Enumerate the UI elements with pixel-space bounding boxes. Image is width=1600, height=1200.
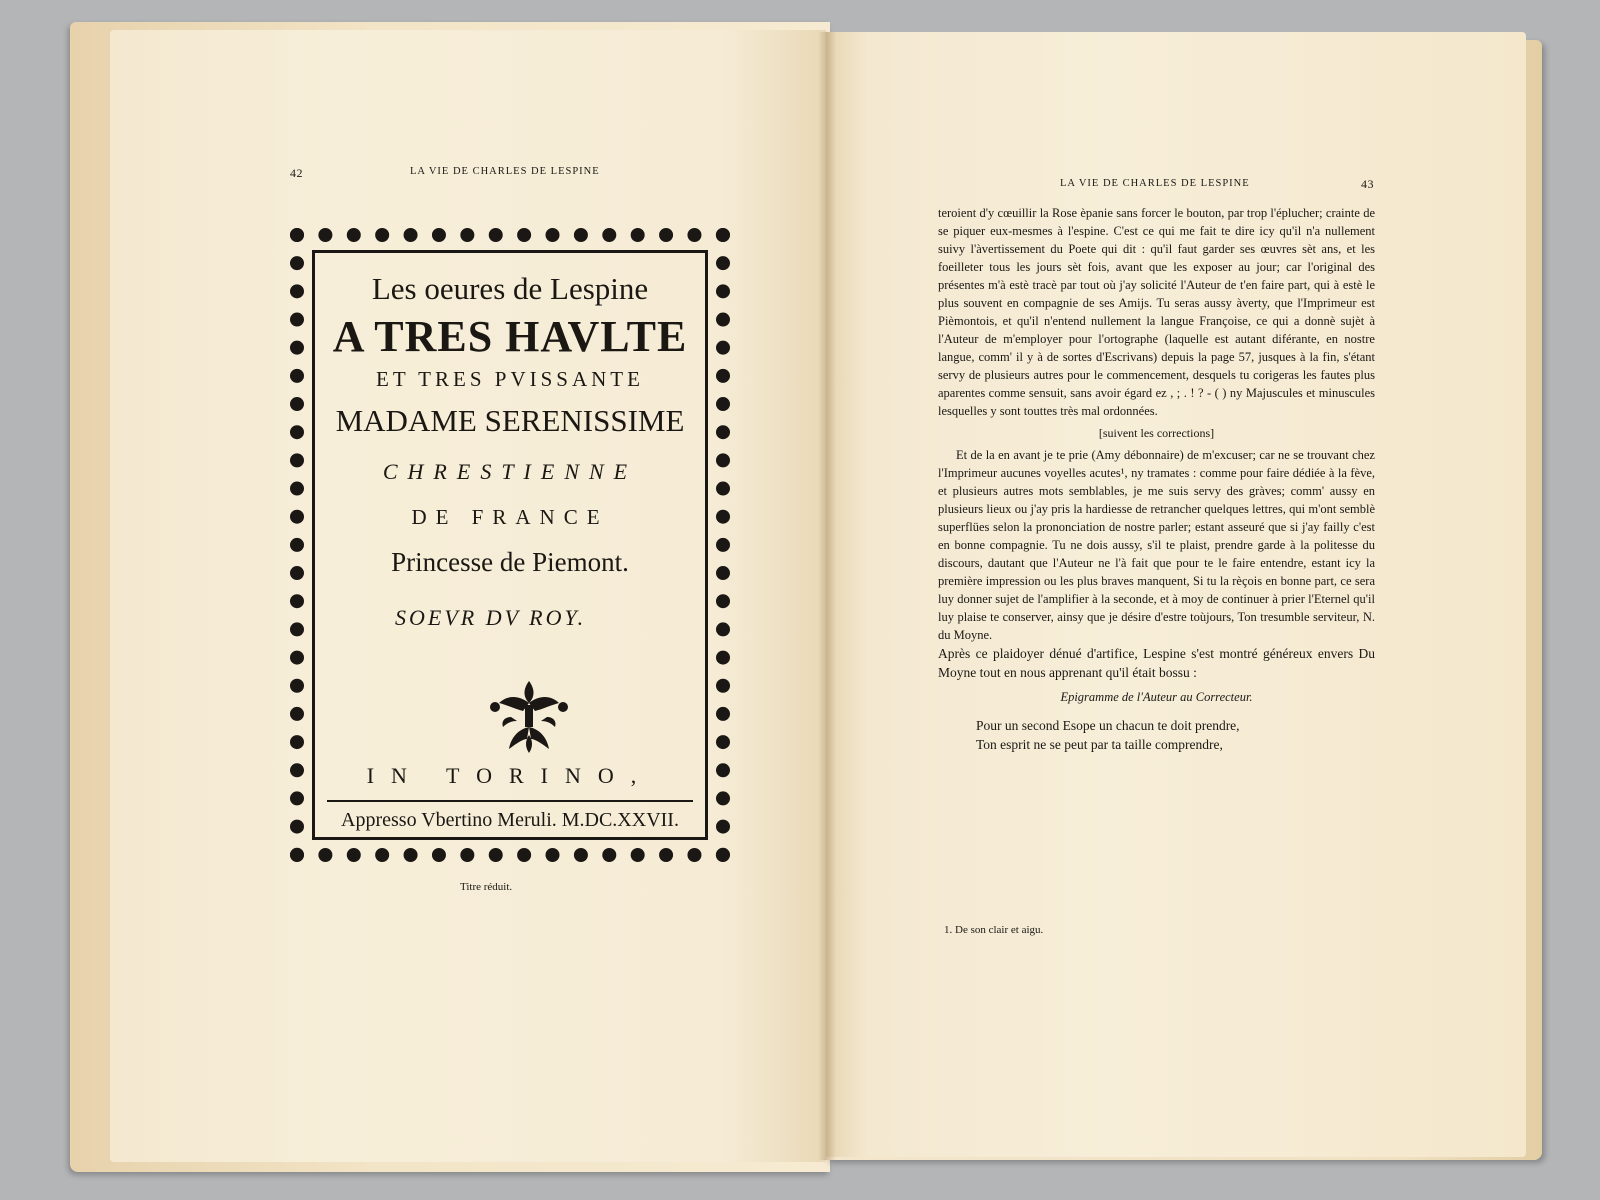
body-paragraph-2: Et de la en avant je te prie (Amy débonnaire) de m'excuser; car ne se trouvant chez l'Imprimeur aucunes voyelles acutes¹, ny tramates : comme pour faire dédiée à la fève, et plusieurs autres mots semblables, je me suis servy des gràves; comm' aussy en plusieurs lieux ou j'ay pris la hardiesse de retrancher quelques lettres, qui m'ont semblè superflües selon la prononciation de nostre parler; estant asseuré que si j'ay failly c'est en bonne compagnie. Tu ne dois aussy, s'il te plaist, prendre garde à la politesse du discours, dautant que l'Auteur ne l'à fait que pour te le faire entendre, estant icy la première impression ou les plus braves manquent, Si tu la rèçois en bonne part, ce sera luy donner sujet de l'amplifier à la seconde, et à moy de continuer à prier l'Eternel qu'il luy plaise te conserver, ainsy que je désire d'estre toùjours, Ton tresumble serviteur, N. du Moyne. bbox=[938, 448, 1375, 642]
title-line-10: Appresso Vbertino Meruli. M.DC.XXVII. bbox=[341, 809, 679, 831]
epigram-title: Epigramme de l'Auteur au Correcteur. bbox=[1060, 690, 1253, 704]
title-page-facsimile bbox=[290, 228, 730, 862]
title-line-6: DE FRANCE bbox=[411, 505, 609, 529]
right-page-body bbox=[938, 204, 1375, 754]
book-gutter bbox=[818, 32, 836, 1160]
body-paragraph-1: teroient d'y cœuillir la Rose èpanie sans forcer le bouton, par trop l'éplucher; crainte de se piquer eux-mesmes à l'espine. C'est ce qui me fait te dire icy qu'il n'a nullement suivy l'àvertissement du Poete qui dit : qu'il faut garder ses œuvres sèt ans, et les foeilleter tous les jours sèt fois, avant que les exposer au jour; car l'original des présentes m'à estè tracè par tout où j'ay solicité l'Auteur de t'en faire part, qui à estè le plus souvent en compagnie de ses Amijs. Tu seras aussy àverty, que l'Imprimeur est Pièmontois, et qu'il n'entend nullement la langue Françoise, ce qui a donnè sujèt à l'Auteur de m'employer pour l'ortographe (laquelle est autant diférante, en nostre langue, comm' il y à de sortes d'Escrivans) depuis la page 57, jusques à la fin, s'étant servy de plusieurs autres pour le commencement, desquels tu corigeras les fautes plus aparentes comme sensuit, sans avoir égard ez , ; . ! ? - ( ) ny Majuscules et minuscules lesquelles y sont touttes très mal ordonnées. bbox=[938, 206, 1375, 418]
title-line-7: Princesse de Piemont. bbox=[391, 547, 629, 577]
title-rule bbox=[327, 800, 693, 802]
title-page-frame bbox=[312, 250, 708, 840]
title-line-3: ET TRES PVISSANTE bbox=[376, 367, 644, 391]
left-page-number: 42 bbox=[290, 166, 303, 180]
left-running-head: LA VIE DE CHARLES DE LESPINE bbox=[410, 166, 600, 177]
title-line-1: Les oeures de Lespine bbox=[371, 271, 649, 306]
title-line-5: CHRESTIENNE bbox=[382, 459, 638, 484]
verse-block bbox=[938, 716, 1375, 754]
title-line-8: SOEVR DV ROY. bbox=[395, 605, 587, 630]
verse-line-2: Ton esprit ne se peut par ta taille comprendre, bbox=[976, 737, 1223, 752]
right-running-head: LA VIE DE CHARLES DE LESPINE bbox=[1060, 178, 1250, 189]
fleuron-ornament-icon bbox=[489, 677, 569, 755]
figure-caption: Titre réduit. bbox=[460, 881, 513, 893]
verse-line-1: Pour un second Esope un chacun te doit prendre, bbox=[976, 718, 1240, 733]
body-paragraph-3: Après ce plaidoyer dénué d'artifice, Lespine s'est montré généreux envers Du Moyne tout en nous apprenant qu'il était bossu : bbox=[938, 646, 1375, 680]
title-line-9: IN TORINO, bbox=[366, 763, 654, 788]
bracket-note: [suivent les corrections] bbox=[1098, 426, 1215, 440]
title-line-4: MADAME SERENISSIME bbox=[335, 403, 685, 438]
footnote: 1. De son clair et aigu. bbox=[944, 924, 1044, 936]
right-page-number: 43 bbox=[1361, 177, 1374, 191]
title-line-2: A TRES HAVLTE bbox=[332, 312, 688, 361]
